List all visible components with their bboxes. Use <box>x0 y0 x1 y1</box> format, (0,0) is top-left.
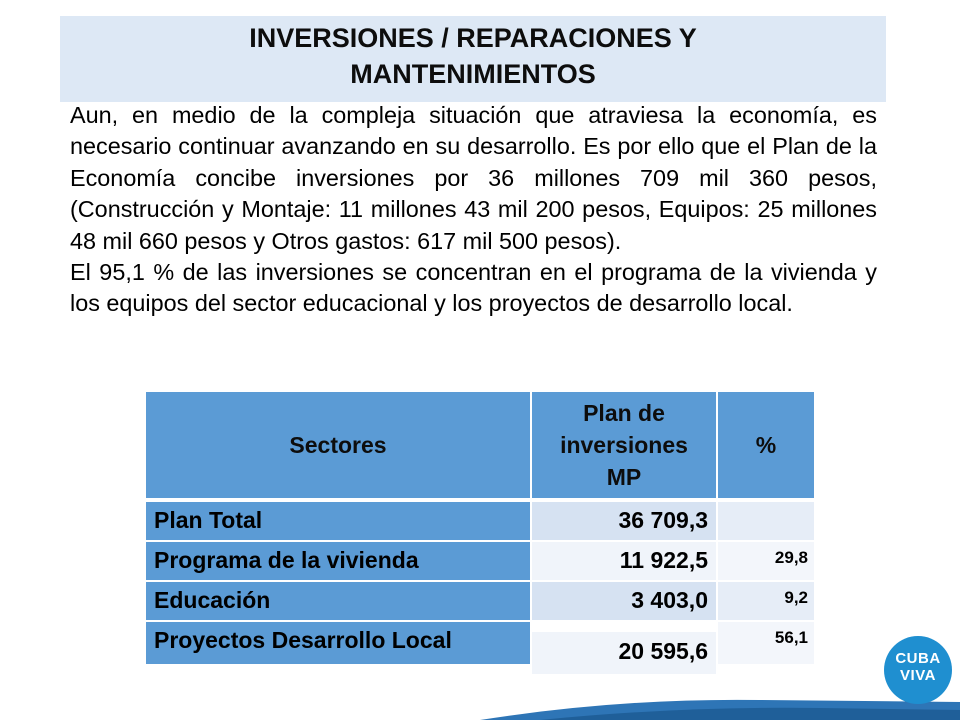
header-pct: % <box>718 392 814 498</box>
row-value-educacion: 3 403,0 <box>532 582 716 620</box>
row-label-plan-total: Plan Total <box>146 502 530 540</box>
row-label-educacion: Educación <box>146 582 530 620</box>
body-text <box>70 100 877 320</box>
logo-text <box>884 650 952 684</box>
header-plan <box>532 392 716 498</box>
bottom-wave <box>0 690 960 720</box>
row-value-vivienda: 11 922,5 <box>532 542 716 580</box>
cuba-viva-logo <box>884 636 952 704</box>
row-pct-plan-total <box>718 502 814 540</box>
header-plan-line-3: MP <box>606 464 642 490</box>
row-pct-desarrollo-local: 56,1 <box>718 622 814 664</box>
row-pct-educacion: 9,2 <box>718 582 814 620</box>
title-line-2: MANTENIMIENTOS <box>350 59 596 89</box>
title-line-1: INVERSIONES / REPARACIONES Y <box>249 23 697 53</box>
row-value-desarrollo-local: 20 595,6 <box>532 632 716 674</box>
logo-line-1: CUBA <box>895 650 941 667</box>
row-label-vivienda: Programa de la vivienda <box>146 542 530 580</box>
paragraph-2: El 95,1 % de las inversiones se concentran en el programa de la vivienda y los equipos del sector educacional y los proyectos de desarrollo local. <box>70 259 877 317</box>
page-title <box>60 20 886 92</box>
row-pct-vivienda: 29,8 <box>718 542 814 580</box>
row-value-plan-total: 36 709,3 <box>532 502 716 540</box>
header-plan-line-1: Plan de <box>583 400 665 426</box>
paragraph-1: Aun, en medio de la compleja situación que atraviesa la economía, es necesario continuar avanzando en su desarrollo. Es por ello que el Plan de la Economía concibe inversiones por 36 millones 709 mil 360 pesos, (Construcción y Montaje: 11 millones 43 mil 200 pesos, Equipos: 25 millones 48 mil 660 pesos y Otros gastos: 617 mil 500 pesos). <box>70 102 877 254</box>
header-sectores: Sectores <box>146 392 530 498</box>
row-label-desarrollo-local: Proyectos Desarrollo Local <box>146 622 530 664</box>
header-plan-line-2: inversiones <box>560 432 688 458</box>
logo-line-2: VIVA <box>900 667 936 684</box>
